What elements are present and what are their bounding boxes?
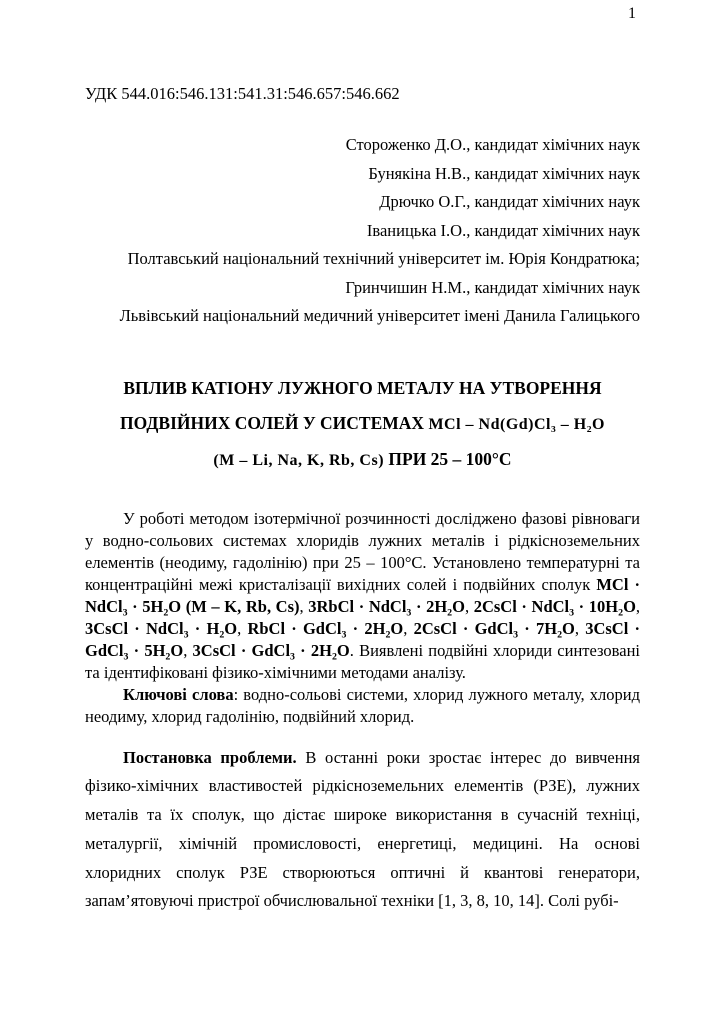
chemical-formula: MCl · NdCl₃ · 5H₂O (M – K, Rb, Cs) xyxy=(85,574,641,616)
title-line-1: ВПЛИВ КАТІОНУ ЛУЖНОГО МЕТАЛУ НА УТВОРЕННЯ xyxy=(123,377,602,398)
chemical-formula: 2CsCl · NdCl₃ · 10H₂O xyxy=(473,596,636,616)
body-paragraph xyxy=(85,744,640,917)
author-line: Гринчишин Н.М., кандидат хімічних наук xyxy=(345,277,640,297)
title-line-2 xyxy=(85,406,640,442)
chemical-formula: 3CsCl · GdCl₃ · 2H₂O xyxy=(192,640,350,660)
body-text: В останні роки зростає інтерес до вивчення фізико-хімічних властивостей рідкісноземельних елементів (РЗЕ), лужних металів та їх сполук, що дістає широке використання в сучасній техніці, металургії, хімічній промисловості, енергетиці, медицині. На основі хлоридних сполук РЗЕ створюються оптичні й квантові генератори, запам’ятовуючі пристрої обчислювальної техніки [1, 3, 8, 10, 14]. Солі рубі- xyxy=(85,747,640,911)
abstract-text: , xyxy=(403,618,414,638)
abstract-text: , xyxy=(183,640,193,660)
author-line: Бунякіна Н.В., кандидат хімічних наук xyxy=(368,163,640,183)
abstract-paragraph xyxy=(85,508,640,684)
keywords-label: Ключові слова xyxy=(123,684,234,704)
keywords-paragraph xyxy=(85,684,640,728)
chemical-formula: 3RbCl · NdCl₃ · 2H₂O xyxy=(308,596,465,616)
chemical-formula: 2CsCl · GdCl₃ · 7H₂O xyxy=(413,618,575,638)
author-line: Стороженко Д.О., кандидат хімічних наук xyxy=(345,135,640,154)
abstract-text: , xyxy=(635,596,641,616)
title-text: ПОДВІЙНИХ СОЛЕЙ У СИСТЕМАХ xyxy=(120,412,425,433)
abstract-text: , xyxy=(299,596,309,616)
authors-block xyxy=(85,131,640,331)
section-heading: Постановка проблеми. xyxy=(123,747,297,767)
chemical-formula: 3CsCl · GdCl₃ · 5H₂O xyxy=(85,618,641,660)
author-line: Дрючко О.Г., кандидат хімічних наук xyxy=(379,192,640,211)
abstract-text: , xyxy=(464,596,474,616)
abstract-text: , xyxy=(237,618,248,638)
chemical-formula: 3CsCl · NdCl₃ · H₂O xyxy=(85,618,238,638)
title-line-3 xyxy=(85,442,640,478)
chemical-formula: RbCl · GdCl₃ · 2H₂O xyxy=(247,618,404,638)
author-line: Іваницька І.О., кандидат хімічних наук xyxy=(366,220,640,240)
keywords-text: : водно-сольові системи, хлорид лужного металу, хлорид неодиму, хлорид гадолінію, подвійний хлорид. xyxy=(85,684,641,726)
paper-title xyxy=(85,371,640,478)
affiliation-line: Львівський національний медичний університет імені Данила Галицького xyxy=(119,306,640,325)
udc-line: УДК 544.016:546.131:541.31:546.657:546.662 xyxy=(85,84,400,103)
page-number: 1 xyxy=(628,5,636,22)
title-chemical-formula: (M – Li, Na, K, Rb, Cs) xyxy=(213,451,385,469)
title-text: ПРИ 25 – 100°С xyxy=(388,448,512,469)
abstract-text: , xyxy=(574,618,586,638)
affiliation-line: Полтавський національний технічний університет ім. Юрія Кондратюка; xyxy=(127,249,640,268)
abstract-text: У роботі методом ізотермічної розчинності досліджено фазові рівноваги у водно-сольових системах хлоридів лужних металів і рідкісноземельних елементів (неодиму, гадолінію) при 25 – 100°С. Установлено температурні та концентраційні межі кристалізації вихідних солей і подвійних сполук xyxy=(85,508,640,594)
title-chemical-formula: MCl – Nd(Gd)Cl₃ – H₂O xyxy=(428,415,605,433)
abstract-text: . Виявлені подвійні хлориди синтезовані та ідентифіковані фізико-хімічними методами аналізу. xyxy=(85,640,640,682)
